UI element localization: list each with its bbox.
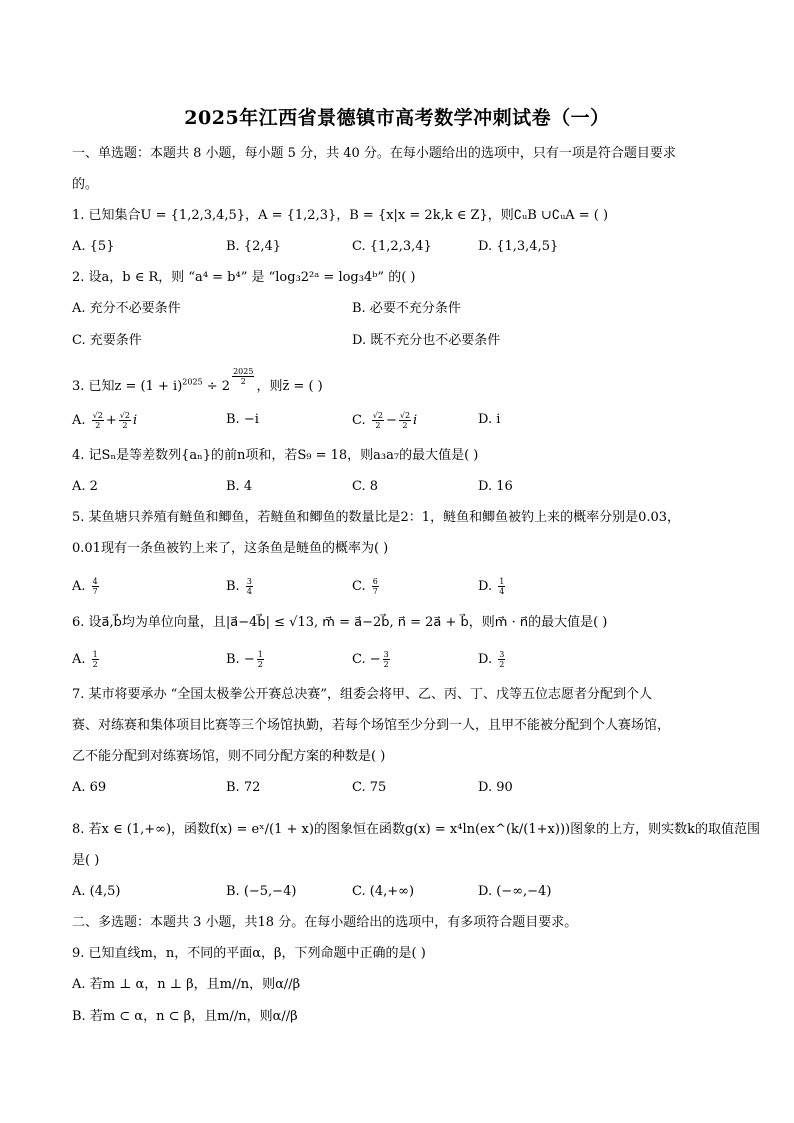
q7-option-a: A. 69 xyxy=(72,780,107,795)
q3-stem-part3: ，则z̄ = ( ) xyxy=(256,378,323,394)
q4-option-a: A. 2 xyxy=(72,479,98,494)
q9-stem: 9. 已知直线m，n，不同的平面α，β，下列命题中正确的是( ) xyxy=(72,946,426,961)
q6-option-d: D. $\frac{3}{2}$ xyxy=(478,650,505,669)
q9-option-b: B. 若m ⊂ α，n ⊂ β，且m//n，则α//β xyxy=(72,1009,298,1024)
q1-option-c: C. {1,2,3,4} xyxy=(352,239,432,254)
q3-option-d: D. i xyxy=(478,412,501,427)
q8-option-d: D. (−∞,−4) xyxy=(478,884,552,899)
q3-stem-part2: ÷ 2 xyxy=(202,378,231,394)
q7-option-c: C. 75 xyxy=(352,780,387,795)
q1-option-d: D. {1,3,4,5} xyxy=(478,239,559,254)
q5-option-c: C. $\frac{6}{7}$ xyxy=(352,577,378,596)
q1-stem: 1. 已知集合U = {1,2,3,4,5}，A = {1,2,3}，B = {x|x = 2k,k ∈ Z}，则∁ᵤB ∪∁ᵤA = ( ) xyxy=(72,208,609,223)
q2-option-b: B. 必要不充分条件 xyxy=(352,301,461,316)
q6-option-c: C. − $\frac{3}{2}$ xyxy=(352,650,389,669)
section1-heading-cont: 的。 xyxy=(72,177,99,192)
q4-option-b: B. 4 xyxy=(226,479,253,494)
q8-option-a: A. (4,5) xyxy=(72,884,121,899)
q2-option-d: D. 既不充分也不必要条件 xyxy=(352,333,501,348)
q3-exponent: 2025 xyxy=(182,377,203,387)
q7-option-b: B. 72 xyxy=(226,780,261,795)
q1-option-b: B. {2,4} xyxy=(226,239,282,254)
q2-option-a: A. 充分不必要条件 xyxy=(72,301,181,316)
page-title: 2025年江西省景德镇市高考数学冲刺试卷（一） xyxy=(184,107,610,129)
q5-option-d: D. $\frac{1}{4}$ xyxy=(478,577,505,596)
section1-heading: 一、单选题：本题共 8 小题，每小题 5 分，共 40 分。在每小题给出的选项中，只有一项是符合题目要求 xyxy=(72,146,676,161)
q5-option-a: A. $\frac{4}{7}$ xyxy=(72,577,98,596)
q5-option-b: B. $\frac{3}{4}$ xyxy=(226,577,252,596)
q7-stem-cont2: 乙不能分配到对练赛场馆，则不同分配方案的种数是( ) xyxy=(72,749,386,764)
q2-option-c: C. 充要条件 xyxy=(72,333,142,348)
q3-exponent-num: 2025 xyxy=(233,367,254,376)
q3-option-c-label: C. xyxy=(352,413,366,428)
q6-stem: 6. 设a⃗,b⃗均为单位向量，且|a⃗−4b⃗| ≤ √13, m⃗ = a⃗−2b⃗, n⃗ = 2a⃗ + b⃗，则m⃗ · n⃗的最大值是( ) xyxy=(72,615,608,630)
q1-option-a: A. {5} xyxy=(72,239,115,254)
q2-stem: 2. 设a，b ∈ R，则 “a⁴ = b⁴” 是 “log₃2²ᵃ = log₃4ᵇ” 的( ) xyxy=(72,270,416,285)
q7-option-d: D. 90 xyxy=(478,780,513,795)
q8-option-b: B. (−5,−4) xyxy=(226,884,297,899)
q5-stem: 5. 某鱼塘只养殖有鲢鱼和鲫鱼，若鲢鱼和鲫鱼的数量比是2：1，鲢鱼和鲫鱼被钓上来的概率分别是0.03， xyxy=(72,510,681,525)
q4-option-c: C. 8 xyxy=(352,479,379,494)
q3-option-b: B. −i xyxy=(226,412,259,427)
q3-exponent-den: 2 xyxy=(240,377,246,386)
q3-stem-part1: 3. 已知z = (1 + i) xyxy=(72,378,183,394)
q4-option-d: D. 16 xyxy=(478,479,513,494)
section2-heading: 二、多选题：本题共 3 小题，共18 分。在每小题给出的选项中，有多项符合题目要求。 xyxy=(72,915,578,930)
q3-option-c: C. $\frac{√2}{2}$ − $\frac{√2}{2}$ i xyxy=(352,411,418,430)
q8-option-c: C. (4,+∞) xyxy=(352,884,415,899)
q7-stem: 7. 某市将要承办 “全国太极拳公开赛总决赛”，组委会将甲、乙、丙、丁、戊等五位志愿者分配到个人 xyxy=(72,687,652,702)
q7-stem-cont1: 赛、对练赛和集体项目比赛等三个场馆执勤，若每个场馆至少分到一人，且甲不能被分配到个人赛场馆， xyxy=(72,718,671,733)
q8-stem-cont: 是( ) xyxy=(72,853,100,868)
q3-exponent-fraction xyxy=(232,367,254,386)
q3-stem xyxy=(72,367,323,396)
q6-option-b: B. − $\frac{1}{2}$ xyxy=(226,650,263,669)
q4-stem: 4. 记Sₙ是等差数列{aₙ}的前n项和，若S₉ = 18，则a₃a₇的最大值是( ) xyxy=(72,448,479,463)
q5-stem-cont: 0.01现有一条鱼被钓上来了，这条鱼是鲢鱼的概率为( ) xyxy=(72,541,389,556)
q6-option-a: A. $\frac{1}{2}$ xyxy=(72,650,98,669)
q8-stem: 8. 若x ∈ (1,+∞)，函数f(x) = eˣ/(1 + x)的图象恒在函数g(x) = x⁴ln(ex^(k/(1+x)))图象的上方，则实数k的取值范围 xyxy=(72,822,760,837)
q3-option-a-label: A. xyxy=(72,413,86,428)
q3-option-a: A. $\frac{√2}{2}$ + $\frac{√2}{2}$ i xyxy=(72,411,138,430)
q9-option-a: A. 若m ⊥ α，n ⊥ β，且m//n，则α//β xyxy=(72,977,301,992)
